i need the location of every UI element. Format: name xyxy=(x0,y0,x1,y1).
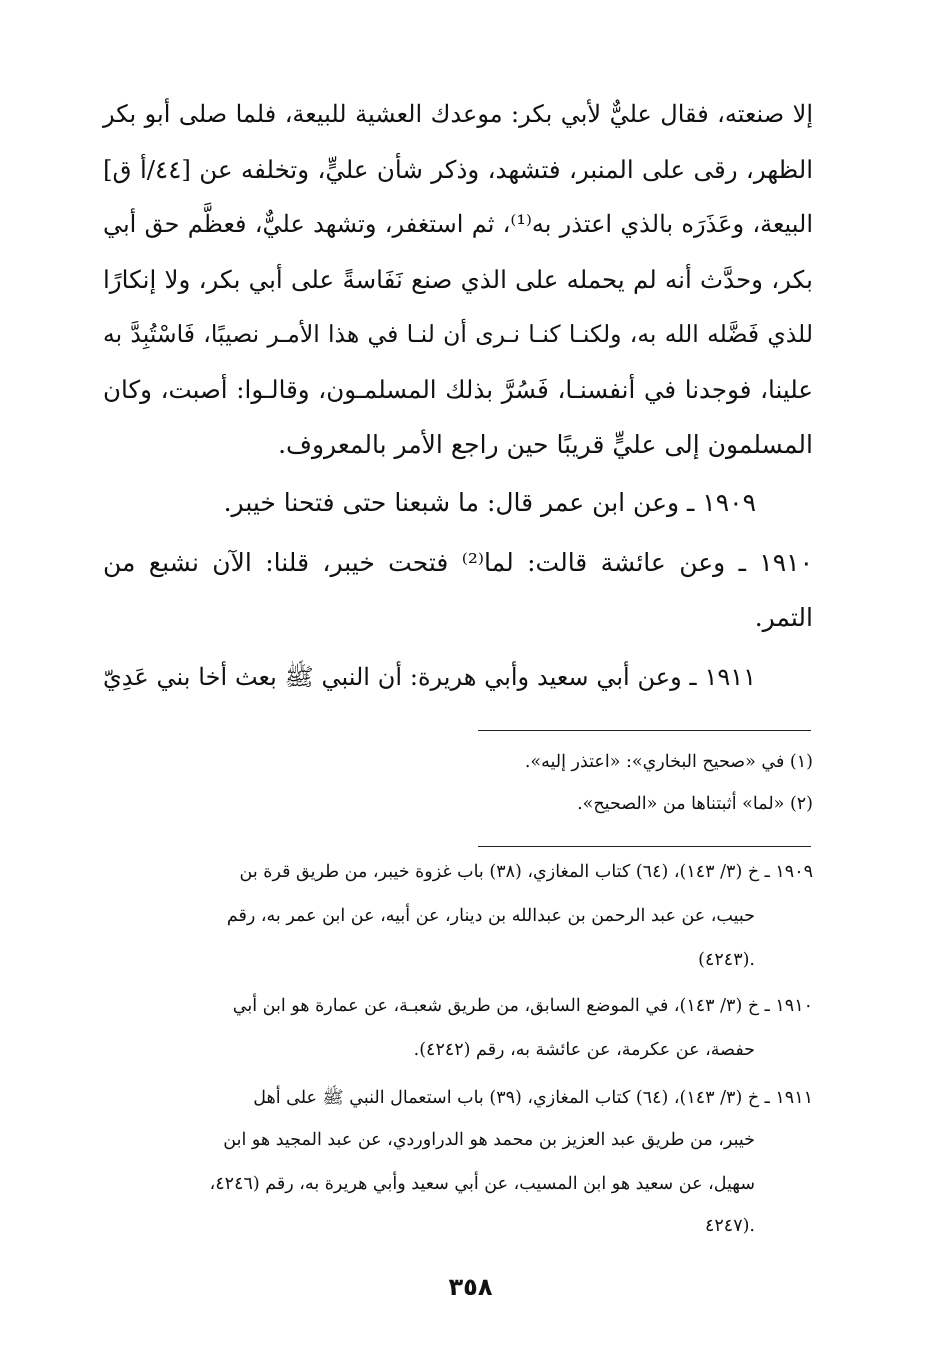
takhrij-1909-line-1: ١٩٠٩ ـ خ (٣/ ١٤٣)، (٦٤) كتاب المغازي، (٣٨) باب غزوة خيبر، من طريق قرة بن xyxy=(239,862,813,882)
takhrij-1910-line-2: حفصة، عن عكرمة، عن عائشة به، رقم (٤٢٤٢). xyxy=(413,1040,755,1060)
takhrij-1911-line-1: ١٩١١ ـ خ (٣/ ١٤٣)، (٦٤) كتاب المغازي، (٣٩) باب استعمال النبي ﷺ على أهل xyxy=(253,1088,813,1108)
page-number: ٣٥٨ xyxy=(448,1273,493,1301)
body-line-7: المسلمون إلى عليٍّ قريبًا حين راجع الأمر بالمعروف. xyxy=(278,430,813,459)
takhrij-1909-line-2: حبيب، عن عبد الرحمن بن عبدالله بن دينار، عن أبيه، عن ابن عمر به، رقم xyxy=(226,906,755,926)
body-line-5: للذي فَضَّله الله به، ولكنـا كنـا نـرى أن لنـا في هذا الأمـر نصيبًا، فَاسْتُبِدَّ به xyxy=(103,320,813,348)
hadith-1911-line-1: ١٩١١ ـ وعن أبي سعيد وأبي هريرة: أن النبي ﷺ بعث أخا بني عَدِيّ xyxy=(103,663,756,691)
footnote-1: (١) في «صحيح البخاري»: «اعتذر إليه». xyxy=(524,752,813,772)
hadith-1910-line-2: التمر. xyxy=(754,603,813,632)
body-line-3: البيعة، وعَذَرَه بالذي اعتذر به⁽¹⁾، ثم استغفر، وتشهد عليٌّ، فعظَّم حق أبي xyxy=(103,210,813,238)
footnote-separator xyxy=(478,730,811,731)
body-line-2: الظهر، رقى على المنبر، فتشهد، وذكر شأن عليٍّ، وتخلفه عن [٤٤/أ ق] xyxy=(103,155,814,184)
takhrij-1910-line-1: ١٩١٠ ـ خ (٣/ ١٤٣)، في الموضع السابق، من طريق شعبـة، عن عمارة هو ابن أبي xyxy=(232,996,813,1016)
footnote-2: (٢) «لما» أثبتناها من «الصحيح». xyxy=(577,794,813,814)
takhrij-1911-line-2: خيبر، من طريق عبد العزيز بن محمد هو الدراوردي، عن عبد المجيد هو ابن xyxy=(223,1130,755,1150)
hadith-1909: ١٩٠٩ ـ وعن ابن عمر قال: ما شبعنا حتى فتحنا خيبر. xyxy=(223,488,756,517)
body-line-1: إلا صنعته، فقال عليٌّ لأبي بكر: موعدك العشية للبيعة، فلما صلى أبو بكر xyxy=(103,100,813,128)
hadith-1910-line-1: ١٩١٠ ـ وعن عائشة قالت: لما⁽²⁾ فتحت خيبر، قلنا: الآن نشبع من xyxy=(103,548,814,577)
takhrij-1911-line-4: ٤٢٤٧). xyxy=(705,1216,755,1236)
takhrij-1909-line-3: (٤٢٤٣). xyxy=(698,950,755,970)
body-line-4: بكر، وحدَّث أنه لم يحمله على الذي صنع نَفَاسةً على أبي بكر، ولا إنكارًا xyxy=(103,265,813,294)
body-line-6: علينا، فوجدنا في أنفسنـا، فَسُرَّ بذلك المسلمـون، وقالـوا: أصبت، وكان xyxy=(103,375,813,404)
takhrij-1911-line-3: سهيل، عن سعيد هو ابن المسيب، عن أبي سعيد وأبي هريرة به، رقم (٤٢٤٦، xyxy=(209,1174,755,1194)
takhrij-separator xyxy=(478,846,811,847)
